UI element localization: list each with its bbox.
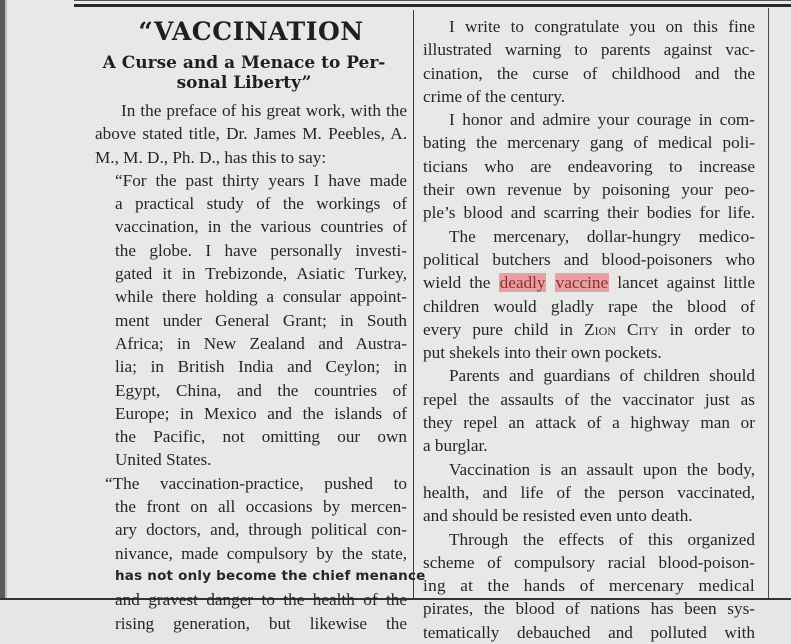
- scan-left-border-inner: [5, 0, 7, 600]
- text-line: rising generation, but likewise the: [115, 613, 407, 633]
- text-line: lia; in British India and Ceylon; in: [115, 357, 407, 377]
- text-line: I write to congratulate you on this fine: [449, 17, 755, 36]
- text-line: cination, the curse of childhood and the: [423, 63, 755, 83]
- text-fragment: in order to: [669, 319, 755, 339]
- text-line-misprint: ing at the hands of mercenary medical: [423, 576, 755, 596]
- text-line: they repel an attack of a highway man or: [423, 413, 755, 433]
- text-line: “The vaccination-practice, pushed to: [105, 473, 407, 493]
- text-line: tematically debauched and polluted with: [423, 622, 755, 642]
- column-divider: [413, 10, 414, 600]
- text-line-misprint: has not only become the chief menance: [115, 567, 426, 584]
- text-line: ple’s blood and scarring their bodies for life.: [423, 203, 755, 223]
- text-fragment: wield the: [423, 273, 491, 293]
- text-line: Through the effects of this organized: [449, 529, 755, 549]
- text-line: the globe. I have personally investi-: [115, 240, 407, 260]
- text-line: I honor and admire your courage in com-: [449, 110, 755, 130]
- text-line: repel the assaults of the vaccinator just as: [423, 389, 755, 409]
- right-body-text: [423, 15, 755, 644]
- text-line: “For the past thirty years I have made: [115, 170, 407, 190]
- text-line: gated it in Trebizonde, Asiatic Turkey,: [115, 264, 407, 284]
- text-line: Europe; in Mexico and the islands of: [115, 403, 407, 423]
- text-line: above stated title, Dr. James M. Peebles, A.: [95, 124, 407, 144]
- text-line: a burglar.: [423, 436, 488, 456]
- text-line: and should be resisted even unto death.: [423, 506, 693, 526]
- text-line: The mercenary, dollar-hungry medico-: [449, 226, 755, 246]
- text-line: political butchers and blood-poisoners who: [423, 249, 755, 269]
- highlight-vaccine[interactable]: vaccine: [555, 273, 609, 293]
- text-line: ment under General Grant; in South: [115, 310, 407, 330]
- text-line: In the preface of his great work, with the: [121, 101, 407, 120]
- text-line: health, and life of the person vaccinated,: [423, 482, 755, 502]
- text-line: the front on all occasions by mercen-: [115, 497, 407, 517]
- text-line: vaccination, in the various countries of: [115, 217, 407, 237]
- article-subhead: [79, 53, 409, 93]
- text-line: scheme of compulsory racial blood-poison-: [423, 552, 755, 572]
- text-line-highlighted: [423, 271, 755, 294]
- highlight-deadly[interactable]: deadly: [499, 273, 546, 293]
- text-line: ary doctors, and, through political con-: [115, 520, 407, 540]
- text-line: Parents and guardians of children should: [449, 366, 755, 386]
- text-line: put shekels into their own pockets.: [423, 343, 662, 363]
- article-headline: “VACCINATION: [138, 17, 364, 46]
- right-column-rule: [768, 8, 769, 600]
- text-line: children would gladly rape the blood of: [423, 296, 755, 316]
- text-line: pirates, the blood of nations has been sys-: [423, 599, 755, 619]
- right-column: [423, 0, 756, 642]
- left-column: [95, 0, 426, 633]
- text-line: their own revenue by poisoning your peo-: [423, 180, 755, 200]
- text-line: the Pacific, not omitting our own: [115, 427, 407, 447]
- text-line: ticians who are endeavoring to increase: [423, 156, 755, 176]
- place-name-zion-city: Zion City: [584, 319, 659, 339]
- text-line: nivance, made compulsory by the state,: [115, 543, 407, 563]
- text-line: and gravest danger to the health of the: [115, 590, 407, 610]
- text-line: United States.: [115, 450, 212, 470]
- text-line: illustrated warning to parents against vac-: [423, 40, 755, 60]
- text-line-smallcaps: [423, 318, 755, 341]
- subhead-line-2: sonal Liberty”: [176, 73, 312, 93]
- text-line: crime of the century.: [423, 86, 566, 106]
- text-line: a practical study of the workings of: [115, 194, 407, 214]
- text-fragment: lancet against little: [617, 273, 756, 293]
- text-line: M., M. D., Ph. D., has this to say:: [95, 147, 327, 167]
- text-line: while there holding a consular appoint-: [115, 287, 407, 307]
- subhead-line-1: A Curse and a Menace to Per-: [102, 53, 386, 73]
- text-fragment: every pure child in: [423, 319, 573, 339]
- text-line: Africa; in New Zealand and Austra-: [115, 333, 407, 353]
- left-body-text: [95, 99, 426, 635]
- text-line: bating the mercenary gang of medical poli-: [423, 133, 755, 153]
- text-line: Vaccination is an assault upon the body,: [449, 459, 755, 479]
- text-line: Egypt, China, and the countries of: [115, 380, 407, 400]
